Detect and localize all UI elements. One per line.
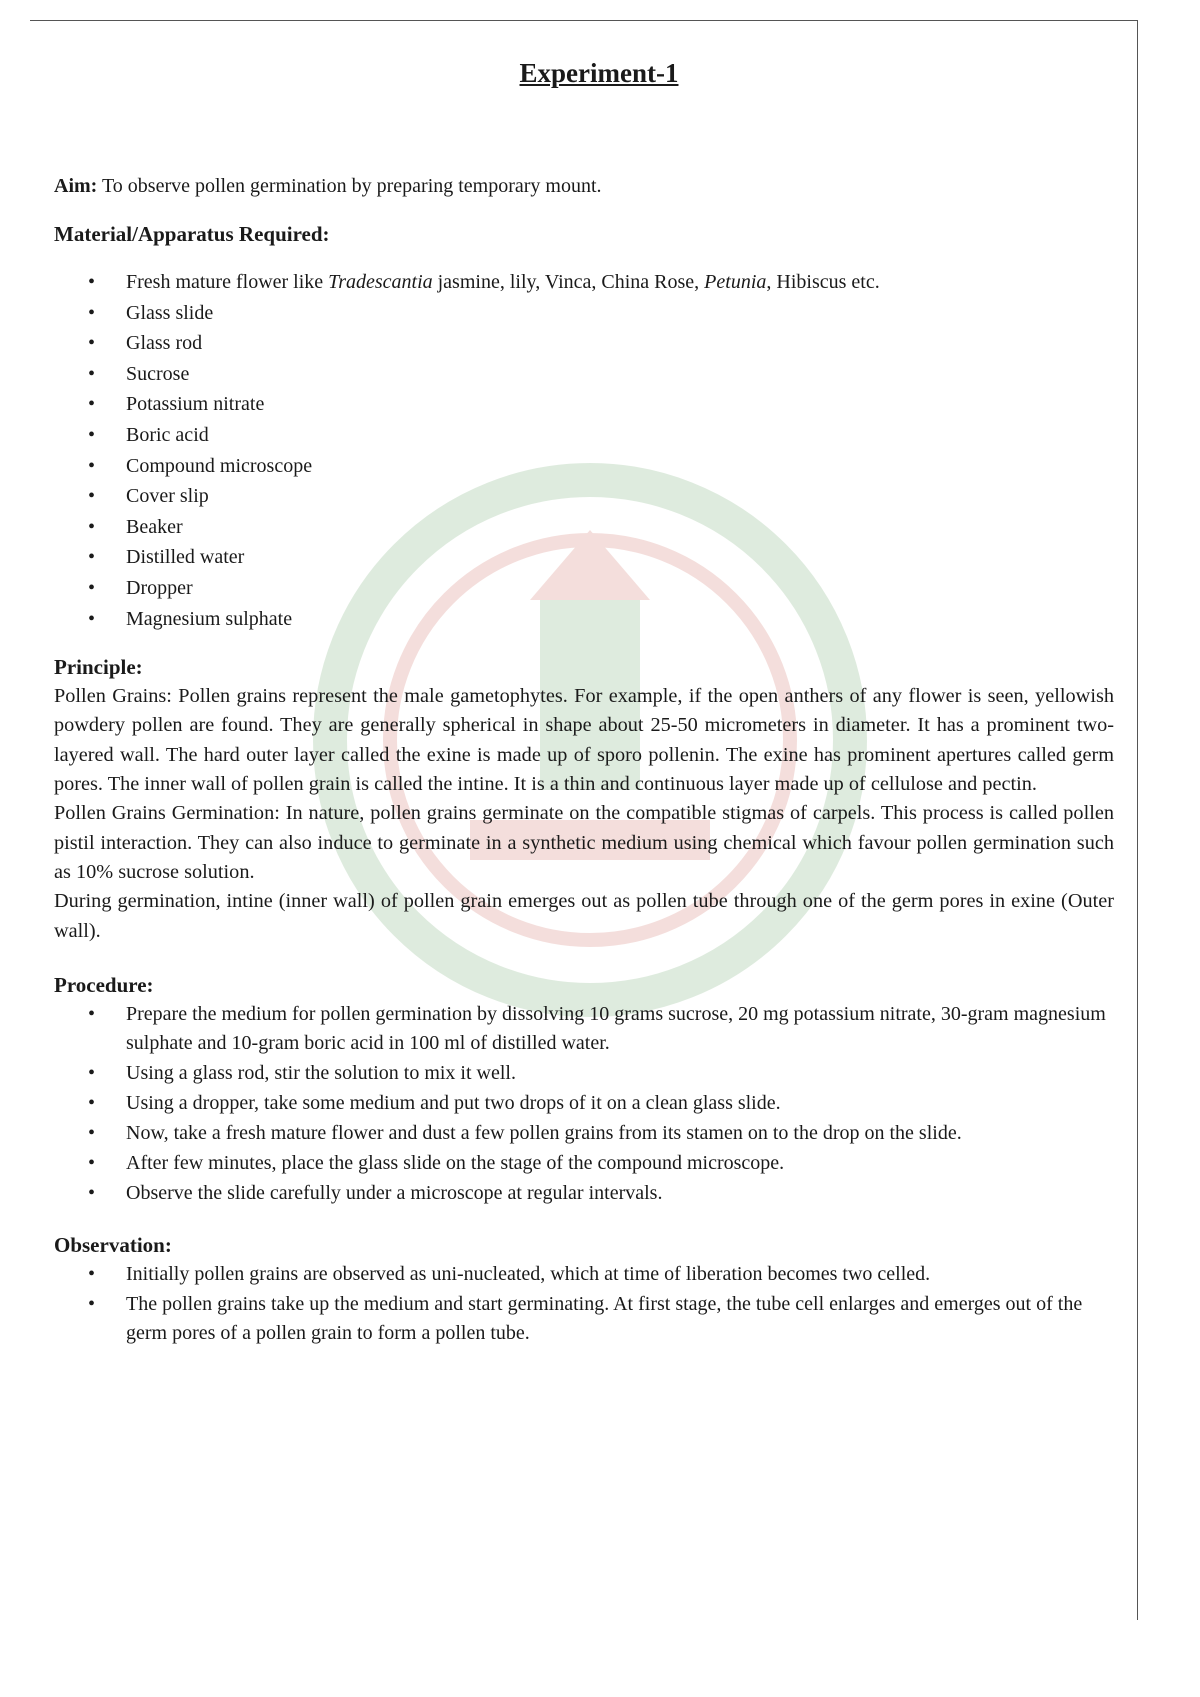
- list-item: • The pollen grains take up the medium and start germinating. At first stage, the tube cell enlarges and emerges out of the germ pores of a pollen grain to form a pollen tube.: [54, 1290, 1114, 1348]
- list-item: • Dropper: [54, 573, 1114, 604]
- list-item: • Using a glass rod, stir the solution to mix it well.: [54, 1059, 1114, 1088]
- list-item: • Cover slip: [54, 481, 1114, 512]
- list-item: • Glass slide: [54, 298, 1114, 329]
- list-item: • Magnesium sulphate: [54, 604, 1114, 635]
- list-item: • Potassium nitrate: [54, 389, 1114, 420]
- list-item: • Sucrose: [54, 359, 1114, 390]
- list-item: • Compound microscope: [54, 451, 1114, 482]
- materials-heading: Material/Apparatus Required:: [54, 222, 330, 246]
- list-item: • Beaker: [54, 512, 1114, 543]
- list-item: • Boric acid: [54, 420, 1114, 451]
- list-item: • Glass rod: [54, 328, 1114, 359]
- principle-paragraph: Pollen Grains Germination: In nature, pollen grains germinate on the compatible stigmas of carpels. This process is called pollen pistil interaction. They can also induce to germinate in a synthetic medium using chemical which favour pollen germination such as 10% sucrose solution.: [54, 802, 1114, 883]
- procedure-heading: Procedure:: [54, 972, 154, 997]
- principle-heading: Principle:: [54, 655, 143, 680]
- aim-label: Aim:: [54, 175, 98, 197]
- list-item: • Using a dropper, take some medium and put two drops of it on a clean glass slide.: [54, 1089, 1114, 1118]
- aim-text: To observe pollen germination by preparing temporary mount.: [101, 175, 602, 197]
- page-title: Experiment-1: [519, 58, 679, 88]
- list-item: • Fresh mature flower like Tradescantia jasmine, lily, Vinca, China Rose, Petunia, Hibiscus etc.: [54, 267, 1114, 298]
- document-body: [54, 58, 1114, 1349]
- list-item: • Prepare the medium for pollen germination by dissolving 10 grams sucrose, 20 mg potassium nitrate, 30-gram magnesium sulphate and 10-gram boric acid in 100 ml of distilled water.: [54, 1000, 1114, 1058]
- aim-line: [54, 171, 1114, 201]
- list-item: • Distilled water: [54, 542, 1114, 573]
- list-item: • Observe the slide carefully under a microscope at regular intervals.: [54, 1179, 1114, 1208]
- observation-list: [54, 1260, 1114, 1348]
- procedure-list: [54, 1000, 1114, 1208]
- page-border-right: [1137, 20, 1138, 1620]
- page-border-top: [30, 20, 1138, 21]
- principle-paragraph: Pollen Grains: Pollen grains represent the male gametophytes. For example, if the open anthers of any flower is seen, yellowish powdery pollen are found. They are generally spherical in shape about 25-50 micrometers in diameter. It has a prominent two-layered wall. The hard outer layer called the exine is made up of sporo pollenin. The exine has prominent apertures called germ pores. The inner wall of pollen grain is called the intine. It is a thin and continuous layer made up of cellulose and pectin.: [54, 685, 1114, 796]
- list-item: • Now, take a fresh mature flower and dust a few pollen grains from its stamen on to the drop on the slide.: [54, 1119, 1114, 1148]
- materials-list: [54, 267, 1114, 634]
- principle-paragraph: During germination, intine (inner wall) of pollen grain emerges out as pollen tube through one of the germ pores in exine (Outer wall).: [54, 890, 1114, 942]
- list-item: • After few minutes, place the glass slide on the stage of the compound microscope.: [54, 1149, 1114, 1178]
- observation-heading: Observation:: [54, 1232, 172, 1257]
- list-item: • Initially pollen grains are observed as uni-nucleated, which at time of liberation becomes two celled.: [54, 1260, 1114, 1289]
